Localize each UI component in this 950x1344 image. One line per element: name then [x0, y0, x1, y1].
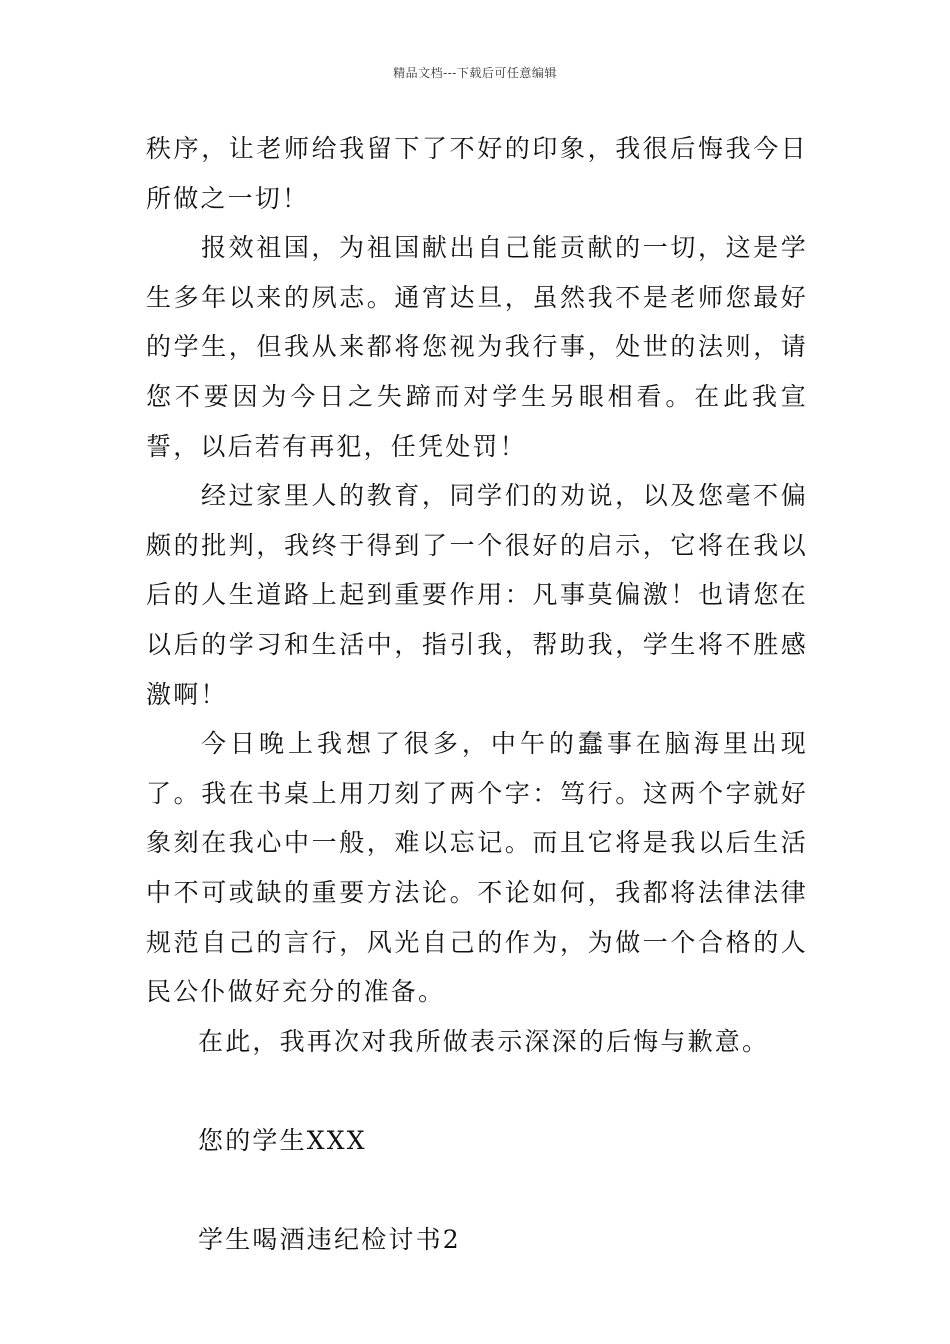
- blank-line: [146, 1165, 808, 1215]
- signature: 您的学生XXX: [198, 1125, 367, 1155]
- paragraph-apology: 在此，我再次对我所做表示深深的后悔与歉意。: [198, 1026, 770, 1056]
- paragraph-continuation: 秩序，让老师给我留下了不好的印象，我很后悔我今日所做之一切！: [146, 134, 808, 213]
- paragraph-education: 经过家里人的教育，同学们的劝说，以及您毫不偏颇的批判，我终于得到了一个很好的启示，它将在我以后的人生道路上起到重要作用：凡事莫偏激！也请您在以后的学习和生活中，指引我，帮助我，学生将不胜感激啊！: [146, 481, 808, 709]
- page-header: 精品文档---下载后可任意编辑: [393, 66, 557, 80]
- document-body: [146, 124, 808, 1265]
- paragraph-patriotism: 报效祖国，为祖国献出自己能贡献的一切，这是学生多年以来的夙志。通宵达旦，虽然我不是老师您最好的学生，但我从来都将您视为我行事，处世的法则，请您不要因为今日之失蹄而对学生另眼相看。在此我宣誓，以后若有再犯，任凭处罚！: [146, 233, 808, 461]
- next-section-title: 学生喝酒违纪检讨书2: [198, 1225, 461, 1255]
- blank-line: [146, 1066, 808, 1116]
- paragraph-reflection: 今日晚上我想了很多，中午的蠢事在脑海里出现了。我在书桌上用刀刻了两个字：笃行。这两个字就好象刻在我心中一般，难以忘记。而且它将是我以后生活中不可或缺的重要方法论。不论如何，我都将法律法律规范自己的言行，风光自己的作为，为做一个合格的人民公仆做好充分的准备。: [146, 729, 808, 1007]
